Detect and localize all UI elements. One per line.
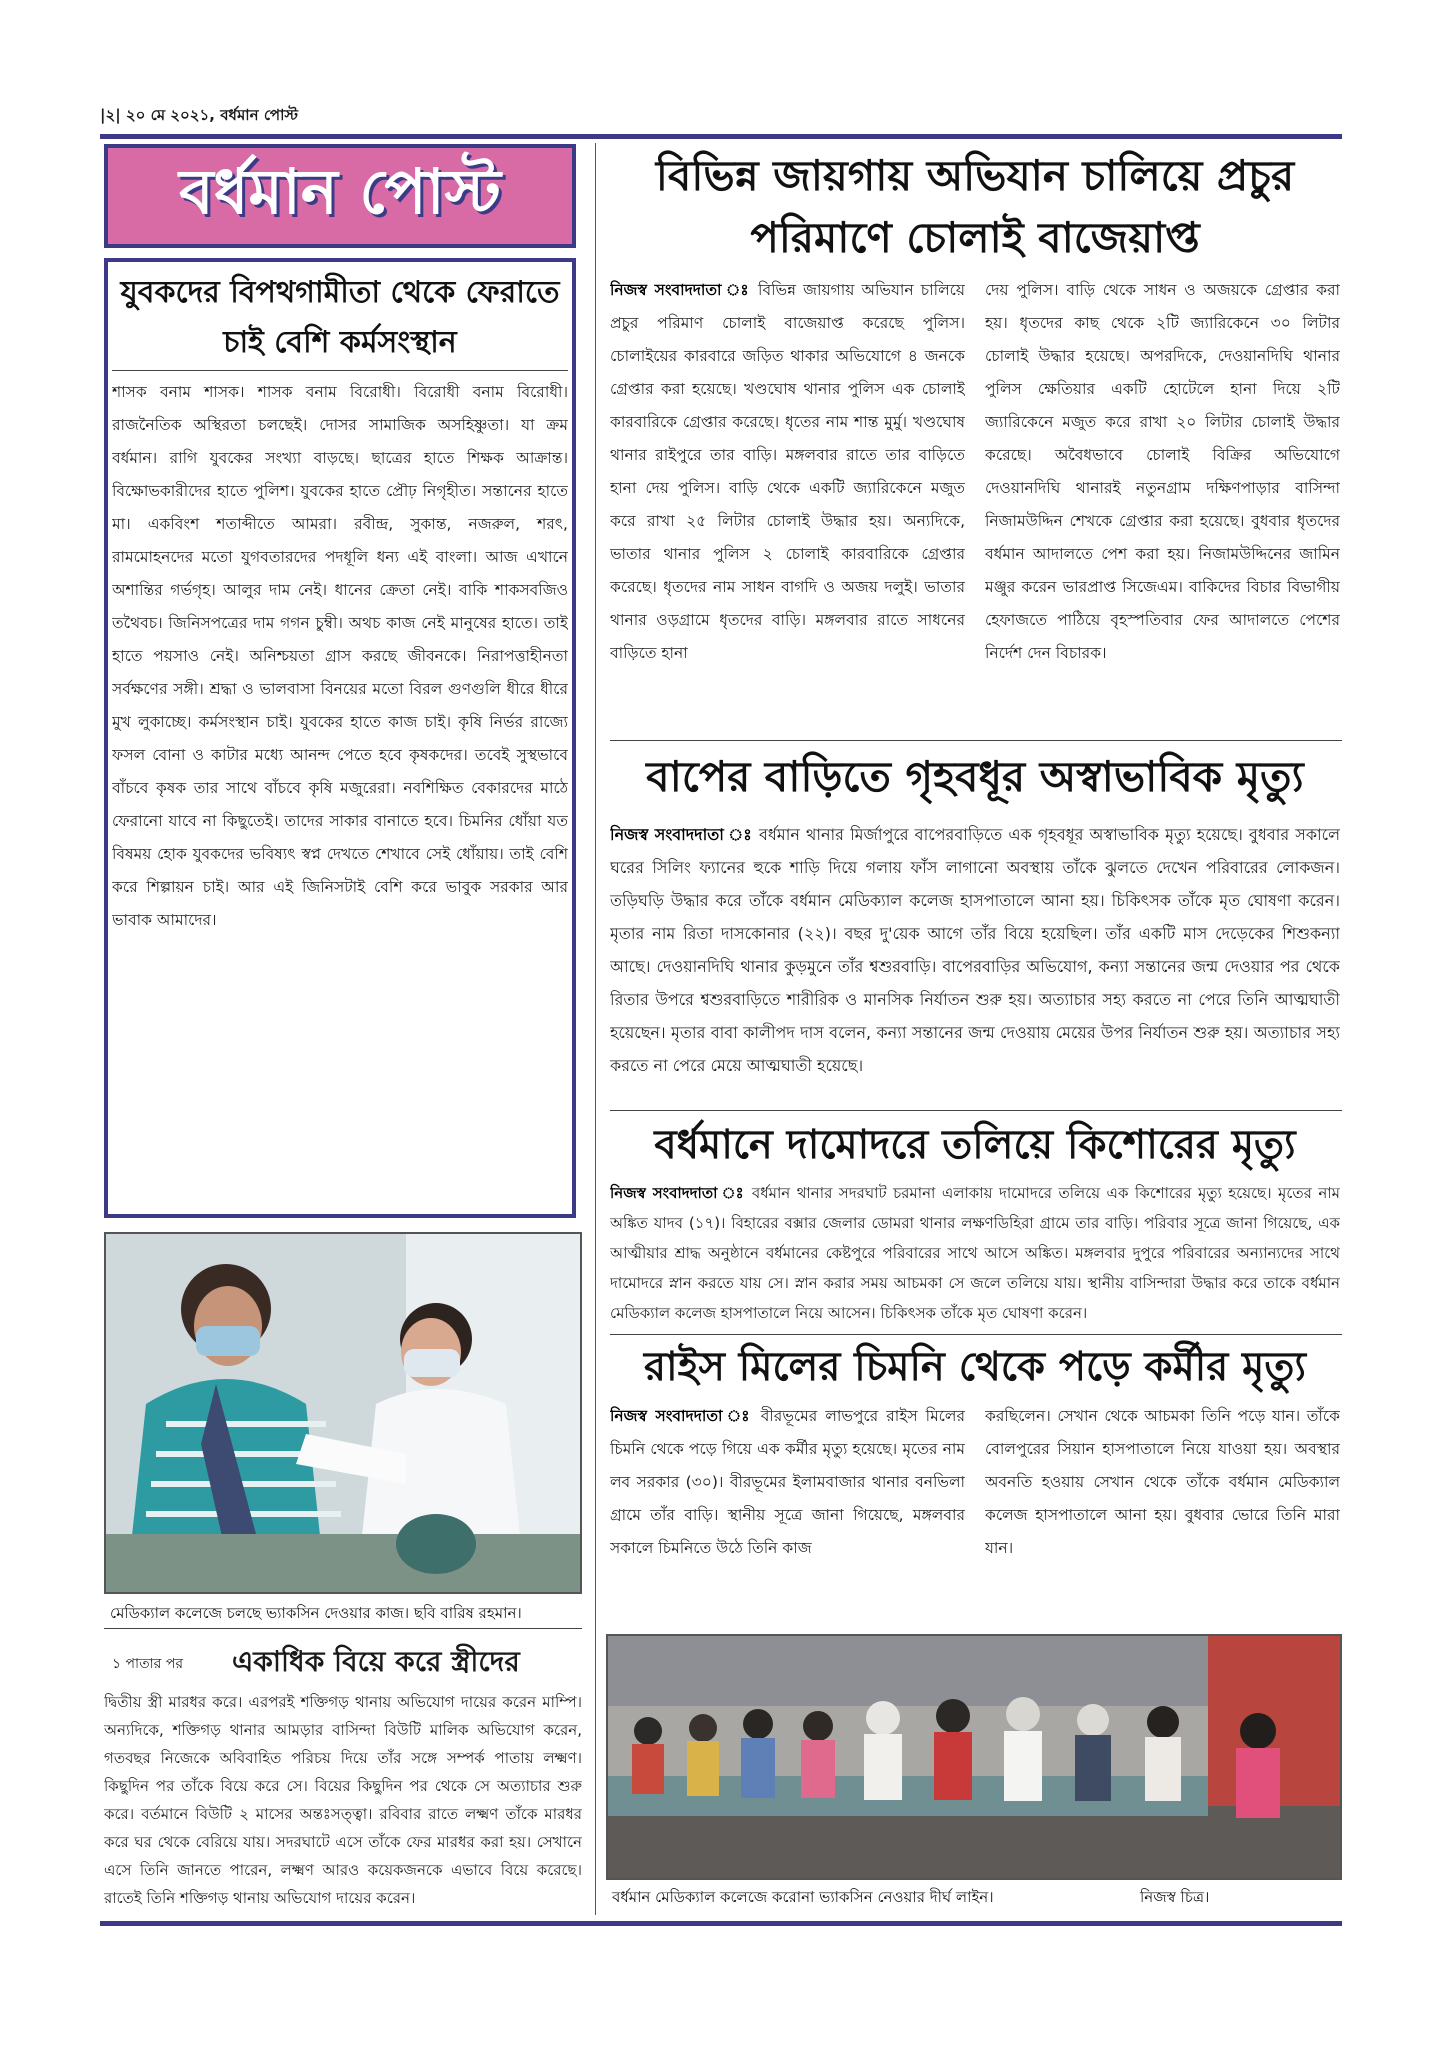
- story2-byline: নিজস্ব সংবাদদাতা ঃ: [610, 825, 753, 844]
- continued-title: একাধিক বিয়ে করে স্ত্রীদের: [232, 1645, 520, 1678]
- vaccine-queue-credit: নিজস্ব চিত্র।: [1140, 1888, 1210, 1906]
- continued-body: দ্বিতীয় স্ত্রী মারধর করে। এরপরই শক্তিগড় থানায় অভিযোগ দায়ের করেন মাম্পি। অন্যদিকে, শক্তিগড় থানার আমড়ার বাসিন্দা বিউটি মালিক অভিযোগ করেন, গতবছর নিজেকে অবিবাহিত পরিচয় দিয়ে তাঁর সঙ্গে সম্পর্ক পাতায় লক্ষ্মণ। কিছুদিন পর তাঁকে বিয়ে করে সে। বিয়ের কিছুদিন পর থেকে সে অত্যাচার শুরু করে। বর্তমানে বিউটি ২ মাসের অন্তঃসত্ত্বা। রবিবার রাতে লক্ষ্মণ তাঁকে মারধর করে ঘর থেকে বেরিয়ে যায়। সদরঘাটে এসে তাঁকে ফের মারধর করা হয়। সেখানে এসে তিনি জানতে পারেন, লক্ষ্মণ আরও কয়েকজনকে এভাবে বিয়ে করেছে। রাতেই তিনি শক্তিগড় থানায় অভিযোগ দায়ের করেন।: [104, 1693, 582, 1907]
- story1-col1-text: বিভিন্ন জায়গায় অভিযান চালিয়ে প্রচুর পরিমাণ চোলাই বাজেয়াপ্ত করেছে পুলিস। চোলাইয়ের কারবারে জড়িত থাকার অভিযোগে ৪ জনকে গ্রেপ্তার করা হয়েছে। খণ্ডঘোষ থানার পুলিস এক চোলাই কারবারিকে গ্রেপ্তার করেছে। ধৃতের নাম শান্ত মুর্মু। খণ্ডঘোষ থানার রাইপুরে তার বাড়ি। মঙ্গলবার রাতে তার বাড়িতে হানা দেয় পুলিস। বাড়ি থেকে একটি জ্যারিকেনে মজুত করে রাখা ২৫ লিটার চোলাই উদ্ধার হয়। অন্যদিকে, ভাতার থানার পুলিস ২ চোলাই কারবারিকে গ্রেপ্তার করেছে। ধৃতদের নাম সাধন বাগদি ও অজয় দলুই। ভাতার থানার ওড়গ্রামে ধৃতদের বাড়ি। মঙ্গলবার রাতে সাধনের বাড়িতে হানা: [610, 281, 965, 662]
- story3-byline: নিজস্ব সংবাদদাতা ঃ: [610, 1184, 746, 1202]
- vaccination-photo-caption: মেডিক্যাল কলেজে চলছে ভ্যাকসিন দেওয়ার কাজ। ছবি বারিষ রহমান।: [110, 1604, 522, 1622]
- story2-headline: বাপের বাড়িতে গৃহবধূর অস্বাভাবিক মৃত্যু: [646, 752, 1304, 801]
- vaccination-photo-illustration: [106, 1234, 580, 1592]
- story1-byline: নিজস্ব সংবাদদাতা ঃ: [610, 281, 751, 299]
- page-folio: |২| ২০ মে ২০২১, বর্ধমান পোস্ট: [100, 106, 299, 124]
- story1-col2: দেয় পুলিস। বাড়ি থেকে সাধন ও অজয়কে গ্রেপ্তার করা হয়। ধৃতদের কাছ থেকে ২টি জ্যারিকেনে ৩০ লিটার চোলাই উদ্ধার হয়েছে। অপরদিকে, দেওয়ানদিঘি থানার পুলিস ক্ষেতিয়ার একটি হোটেলে হানা দিয়ে ২টি জ্যারিকেনে মজুত করে রাখা ২০ লিটার চোলাই উদ্ধার করেছে। অবৈধভাবে চোলাই বিক্রির অভিযোগে দেওয়ানদিঘি থানারই নতুনগ্রাম দক্ষিণপাড়ার বাসিন্দা নিজামউদ্দিন শেখকে গ্রেপ্তার করা হয়েছে। বুধবার ধৃতদের বর্ধমান আদালতে পেশ করা হয়। নিজামউদ্দিনের জামিন মঞ্জুর করেন ভারপ্রাপ্ত সিজেএম। বাকিদের বিচার বিভাগীয় হেফাজতে পাঠিয়ে বৃহস্পতিবার ফের আদালতে পেশের নির্দেশ দেন বিচারক।: [985, 281, 1340, 662]
- story3-body-text: বর্ধমান থানার সদরঘাট চরমানা এলাকায় দামোদরে তলিয়ে এক কিশোরের মৃত্যু হয়েছে। মৃতের নাম অঙ্কিত যাদব (১৭)। বিহারের বক্সার জেলার ডোমরা থানার লক্ষণডিহিরা গ্রামে তার বাড়ি। পরিবার সূত্রে জানা গিয়েছে, এক আত্মীয়ার শ্রাদ্ধ অনুষ্ঠানে বর্ধমানের কেষ্টপুরে পরিবারের সাথে আসে অঙ্কিত। মঙ্গলবার দুপুরে পরিবারের অন্যান্যদের সাথে দামোদরে স্নান করতে যায় সে। স্নান করার সময় আচমকা সে জলে তলিয়ে যায়। স্থানীয় বাসিন্দারা উদ্ধার করে তাকে বর্ধমান মেডিক্যাল কলেজ হাসপাতালে নিয়ে আসেন। চিকিৎসক তাঁকে মৃত ঘোষণা করেন।: [610, 1184, 1340, 1322]
- story2-body-text: বর্ধমান থানার মির্জাপুরে বাপেরবাড়িতে এক গৃহবধূর অস্বাভাবিক মৃত্যু হয়েছে। বুধবার সকালে ঘরের সিলিং ফ্যানের হুকে শাড়ি দিয়ে গলায় ফাঁস লাগানো অবস্থায় তাঁকে ঝুলতে দেখেন পরিবারের লোকজন। তড়িঘড়ি উদ্ধার করে তাঁকে বর্ধমান মেডিক্যাল কলেজ হাসপাতালে আনা হয়। চিকিৎসক তাঁকে মৃত ঘোষণা করেন। মৃতার নাম রিতা দাসকোনার (২২)। বছর দু'য়েক আগে তাঁর বিয়ে হয়েছিল। তাঁর একটি মাস দেড়েকের শিশুকন্যা আছে। দেওয়ানদিঘি থানার কুড়মুনে তাঁর শ্বশুরবাড়ি। বাপেরবাড়ির অভিযোগ, কন্যা সন্তানের জন্ম দেওয়ার পর থেকে রিতার উপরে শ্বশুরবাড়িতে শারীরিক ও মানসিক নির্যাতন শুরু হয়। অত্যাচার সহ্য করতে না পেরে তিনি আত্মঘাতী হয়েছেন। মৃতার বাবা কালীপদ দাস বলেন, কন্যা সন্তানের জন্ম দেওয়ায় মেয়ের উপর নির্যাতন শুরু হয়। অত্যাচার সহ্য করতে না পেরে মেয়ে আত্মঘাতী হয়েছে।: [610, 825, 1340, 1075]
- editorial-title: যুবকদের বিপথগামীতা থেকে ফেরাতে চাই বেশি কর্মসংস্থান: [120, 275, 560, 360]
- story4-byline: নিজস্ব সংবাদদাতা ঃ: [610, 1407, 753, 1425]
- column-divider: [595, 143, 596, 1915]
- story1-rule: [610, 740, 1342, 741]
- continued-label: ১ পাতার পর: [112, 1656, 184, 1672]
- bottom-rule: [100, 1921, 1342, 1926]
- caption-rule: [104, 1628, 582, 1629]
- masthead: বর্ধমান পোস্ট: [104, 144, 576, 248]
- story2-body: [610, 818, 1340, 1102]
- story4-col1-text: বীরভূমের লাভপুরে রাইস মিলের চিমনি থেকে পড়ে গিয়ে এক কর্মীর মৃত্যু হয়েছে। মৃতের নাম লব সরকার (৩০)। বীরভূমের ইলামবাজার থানার বনভিলা গ্রামে তাঁর বাড়ি। স্থানীয় সূত্রে জানা গিয়েছে, মঙ্গলবার সকালে চিমনিতে উঠে তিনি কাজ: [610, 1407, 965, 1557]
- story4-col2: করছিলেন। সেখান থেকে আচমকা তিনি পড়ে যান। তাঁকে বোলপুরের সিয়ান হাসপাতালে নিয়ে যাওয়া হয়। অবস্থার অবনতি হওয়ায় সেখান থেকে তাঁকে বর্ধমান মেডিক্যাল কলেজ হাসপাতালে আনা হয়। বুধবার ভোরে তিনি মারা যান।: [985, 1407, 1340, 1557]
- vaccination-photo: [104, 1232, 582, 1594]
- story4-col1: [610, 1400, 965, 1626]
- vaccine-queue-photo: [606, 1634, 1342, 1880]
- story3-body: [610, 1178, 1340, 1328]
- story1-col1: [610, 274, 965, 736]
- story1-headline: বিভিন্ন জায়গায় অভিযান চালিয়ে প্রচুর পরিমাণে চোলাই বাজেয়াপ্ত: [655, 151, 1295, 262]
- vaccine-queue-caption: বর্ধমান মেডিক্যাল কলেজে করোনা ভ্যাকসিন নেওয়ার দীর্ঘ লাইন।: [612, 1888, 994, 1906]
- story2-rule: [610, 1110, 1342, 1111]
- story4-headline: রাইস মিলের চিমনি থেকে পড়ে কর্মীর মৃত্যু: [644, 1344, 1306, 1390]
- editorial-title-rule: [112, 370, 568, 371]
- story3-headline: বর্ধমানে দামোদরে তলিয়ে কিশোরের মৃত্যু: [654, 1122, 1296, 1168]
- story3-rule: [610, 1334, 1342, 1335]
- top-rule: [100, 134, 1342, 139]
- vaccine-queue-photo-illustration: [608, 1636, 1340, 1878]
- editorial-body: শাসক বনাম শাসক। শাসক বনাম বিরোধী। বিরোধী বনাম বিরোধী। রাজনৈতিক অস্থিরতা চলছেই। দোসর সামাজিক অসহিষ্ণুতা। যা ক্রম বর্ধমান। রাগি যুবকের সংখ্যা বাড়ছে। ছাত্রের হাতে শিক্ষক আক্রান্ত। বিক্ষোভকারীদের হাতে পুলিশ। যুবকের হাতে প্রৌঢ় নিগৃহীত। সন্তানের হাতে মা। একবিংশ শতাব্দীতে আমরা। রবীন্দ্র, সুকান্ত, নজরুল, শরৎ, রামমোহনদের মতো যুগবতারদের পদধূলি ধন্য এই বাংলা। আজ এখানে অশান্তির গর্ভগৃহ। আলুর দাম নেই। ধানের ক্রেতা নেই। বাকি শাকসবজিও তথৈবচ। জিনিসপত্রের দাম গগন চুম্বী। অথচ কাজ নেই মানুষের হাতে। তাই হাতে পয়সাও নেই। অনিশ্চয়তা গ্রাস করছে জীবনকে। নিরাপত্তাহীনতা সর্বক্ষণের সঙ্গী। শ্রদ্ধা ও ভালবাসা বিনয়ের মতো বিরল গুণগুলি ধীরে ধীরে মুখ লুকাচ্ছে। কর্মসংস্থান চাই। যুবকের হাতে কাজ চাই। কৃষি নির্ভর রাজ্যে ফসল বোনা ও কাটার মধ্যে আনন্দ পেতে হবে কৃষকদের। তবেই সুস্থভাবে বাঁচবে কৃষক তার সাথে বাঁচবে কৃষি মজুরেরা। নবশিক্ষিত বেকারদের মাঠে ফেরানো যাবে না কিছুতেই। তাদের সাকার বানাতে হবে। চিমনির ধোঁয়া যত বিষময় হোক যুবকদের ভবিষ্যৎ স্বপ্ন দেখতে শেখাবে সেই ধোঁয়ায়। তাই বেশি করে শিল্পায়ন চাই। আর এই জিনিসটাই বেশি করে ভাবুক সরকার আর ভাবাক আমাদের।: [112, 383, 568, 929]
